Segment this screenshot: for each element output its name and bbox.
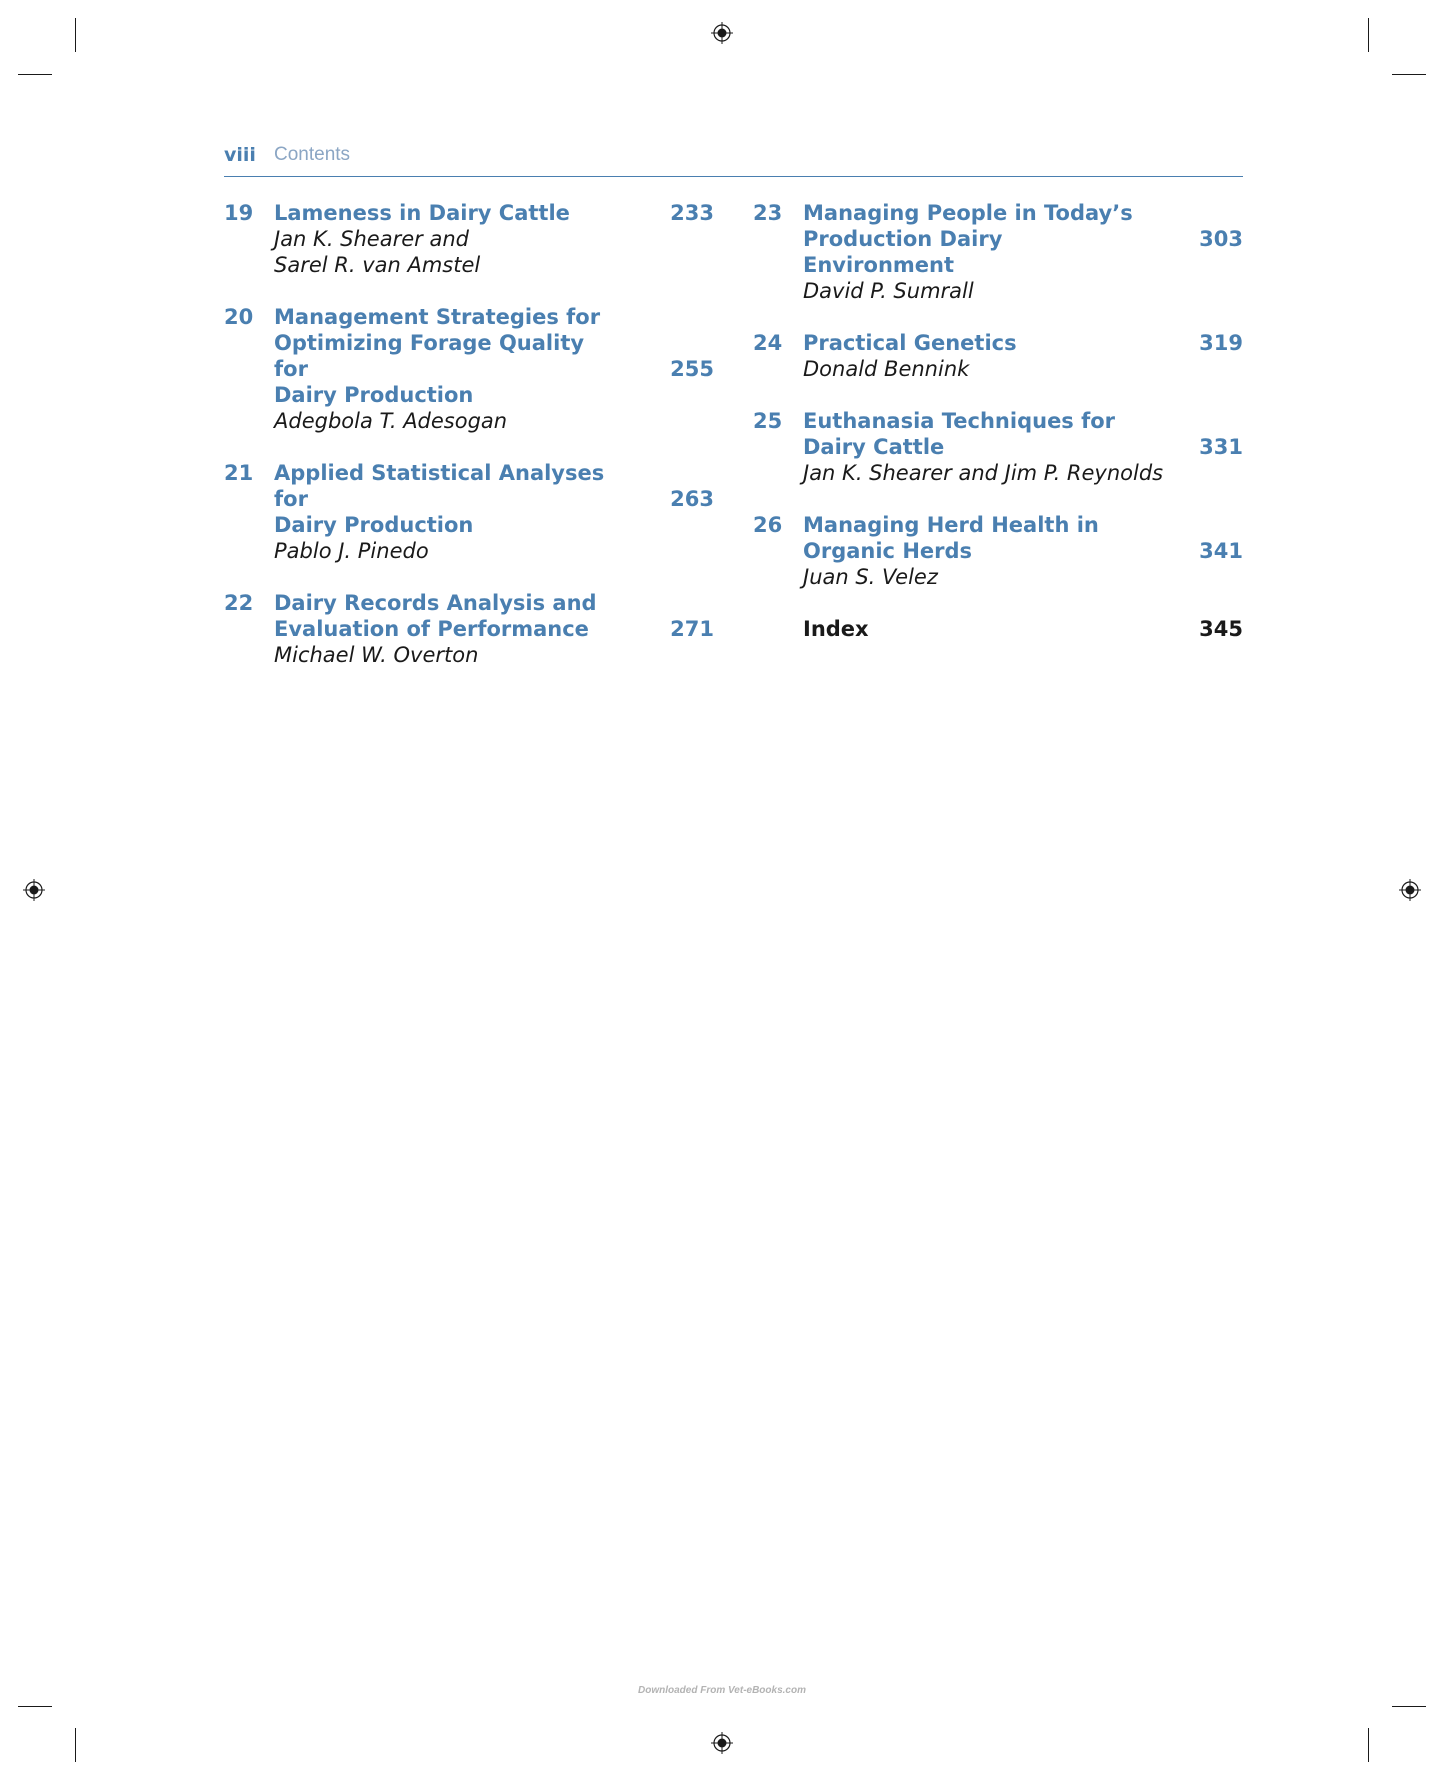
toc-entry-22[interactable]: [224, 590, 714, 668]
toc-entry-23[interactable]: [753, 200, 1243, 304]
chapter-page: 303: [1199, 227, 1243, 251]
toc-entry-19[interactable]: [224, 200, 714, 278]
toc-entry-26[interactable]: [753, 512, 1243, 590]
chapter-number: 24: [753, 331, 783, 355]
toc-entry-20[interactable]: [224, 304, 714, 434]
toc-entry-21[interactable]: [224, 460, 714, 564]
index-title: Index: [803, 617, 869, 641]
crop-mark: [18, 74, 52, 75]
chapter-number: 21: [224, 461, 254, 485]
chapter-page: 233: [670, 201, 714, 225]
chapter-authors: David P. Sumrall: [803, 279, 974, 303]
chapter-page: 341: [1199, 539, 1243, 563]
crop-mark: [1368, 1728, 1369, 1762]
chapter-page: 271: [670, 617, 714, 641]
chapter-authors: Michael W. Overton: [274, 643, 479, 667]
crop-mark: [75, 18, 76, 52]
chapter-number: 20: [224, 305, 254, 329]
chapter-authors: Adegbola T. Adesogan: [274, 409, 508, 433]
crop-mark: [1392, 74, 1426, 75]
toc-entry-25[interactable]: [753, 408, 1243, 486]
running-header: [224, 144, 1243, 177]
crop-mark: [1392, 1706, 1426, 1707]
chapter-authors: Jan K. Shearer and Sarel R. van Amstel: [274, 227, 481, 277]
registration-mark-icon: [711, 1732, 733, 1754]
page-number: viii: [224, 144, 256, 166]
registration-mark-icon: [1399, 879, 1421, 901]
chapter-page: 263: [670, 487, 714, 511]
crop-mark: [1368, 18, 1369, 52]
crop-mark: [18, 1706, 52, 1707]
chapter-authors: Jan K. Shearer and Jim P. Reynolds: [803, 461, 1164, 485]
chapter-number: 19: [224, 201, 254, 225]
chapter-title: Applied Statistical Analyses for Dairy Production: [274, 461, 605, 537]
chapter-title: Managing Herd Health in Organic Herds: [803, 513, 1099, 563]
chapter-number: 22: [224, 591, 254, 615]
chapter-authors: Donald Bennink: [803, 357, 970, 381]
chapter-page: 255: [670, 357, 714, 381]
index-page: 345: [1199, 617, 1243, 641]
chapter-title: Managing People in Today’s Production Dairy Environment: [803, 201, 1133, 277]
toc-entry-index[interactable]: [753, 616, 1243, 642]
registration-mark-icon: [711, 22, 733, 44]
chapter-title: Lameness in Dairy Cattle: [274, 201, 570, 225]
toc-entry-24[interactable]: [753, 330, 1243, 382]
chapter-page: 331: [1199, 435, 1243, 459]
page-title: Contents: [274, 144, 351, 165]
crop-mark: [75, 1728, 76, 1762]
chapter-title: Euthanasia Techniques for Dairy Cattle: [803, 409, 1116, 459]
chapter-title: Management Strategies for Optimizing Forage Quality for Dairy Production: [274, 305, 601, 407]
chapter-number: 26: [753, 513, 783, 537]
toc-column-left: [224, 200, 714, 694]
registration-mark-icon: [23, 879, 45, 901]
download-watermark: Downloaded From Vet-eBooks.com: [638, 1685, 806, 1696]
chapter-number: 25: [753, 409, 783, 433]
chapter-authors: Pablo J. Pinedo: [274, 539, 429, 563]
chapter-number: 23: [753, 201, 783, 225]
chapter-page: 319: [1199, 331, 1243, 355]
chapter-authors: Juan S. Velez: [803, 565, 938, 589]
toc-column-right: [753, 200, 1243, 668]
chapter-title: Dairy Records Analysis and Evaluation of Performance: [274, 591, 597, 641]
chapter-title: Practical Genetics: [803, 331, 1017, 355]
